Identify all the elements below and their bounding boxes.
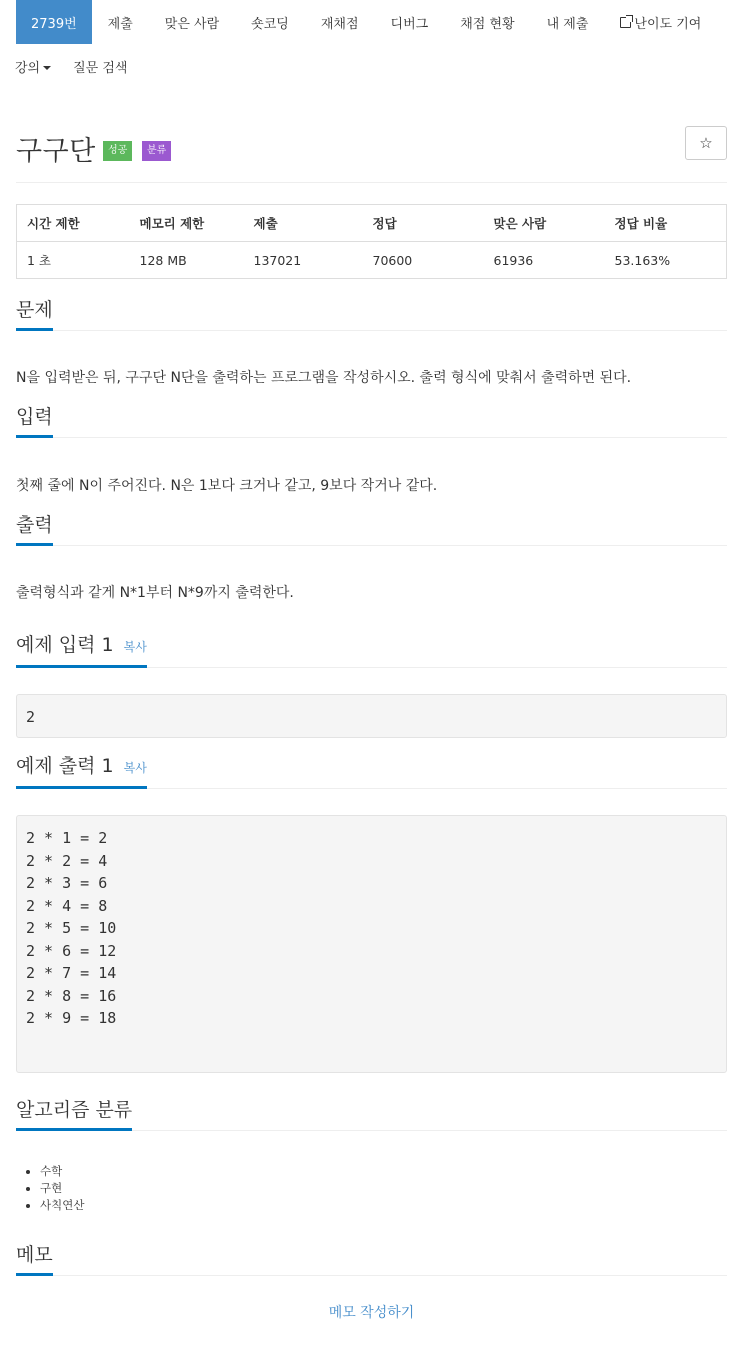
section-title [16,754,147,789]
section-output-heading [16,513,727,546]
section-title: 알고리즘 분류 [16,1098,132,1131]
section-divider [16,545,727,546]
tab-problem-number[interactable]: 2739번 [16,0,92,44]
tab-solved-users[interactable]: 맞은 사람 [164,16,220,32]
tab-question-search[interactable]: 질문 검색 [73,60,128,76]
tab-difficulty-contribution[interactable] [604,0,717,44]
section-divider [16,437,727,438]
value-accepted: 70600 [372,252,413,268]
tab-my-submissions[interactable]: 내 제출 [546,16,589,32]
header-solved-users: 맞은 사람 [484,205,605,242]
tab-submit[interactable]: 제출 [107,16,133,32]
external-link-icon [620,17,631,28]
list-item[interactable]: • 사칙연산 [40,1197,84,1214]
value-time-limit: 1 초 [27,253,52,268]
problem-nav-secondary [0,44,743,88]
problem-nav [0,0,743,44]
value-solved-users: 61936 [493,252,534,268]
section-algorithm-heading [16,1098,727,1131]
status-badge-success: 성공 [103,141,132,161]
favorite-star-button[interactable] [685,126,727,160]
list-item[interactable]: • 구현 [40,1180,84,1197]
sample-output-box: 2 * 1 = 2 2 * 2 = 4 2 * 3 = 6 2 * 4 = 8 2 * 5 = 10 2 * 6 = 12 2 * 7 = 14 2 * 8 = 16 2 * 9 = 18 [16,815,727,1073]
problem-description: N을 입력받은 뒤, 구구단 N단을 출력하는 프로그램을 작성하시오. 출력 형식에 맞춰서 출력하면 된다. [16,370,632,386]
header-submissions: 제출 [244,205,363,242]
sample-input-title: 예제 입력 1 [16,634,114,656]
value-memory-limit: 128 MB [139,252,187,268]
header-accept-rate: 정답 비율 [605,205,727,242]
header-memory-limit: 메모리 제한 [130,205,244,242]
section-title: 문제 [16,298,53,331]
output-description: 출력형식과 같게 N*1부터 N*9까지 출력한다. [16,585,294,601]
value-submissions: 137021 [253,252,302,268]
input-description: 첫째 줄에 N이 주어진다. N은 1보다 크거나 같고, 9보다 작거나 같다. [16,478,438,494]
category-badge[interactable]: 분류 [142,141,171,161]
section-divider [16,330,727,331]
title-divider [16,182,727,183]
section-divider [16,1275,727,1276]
tab-debug[interactable]: 디버그 [390,16,429,32]
tab-lecture-dropdown[interactable] [0,57,73,76]
section-title [16,633,147,668]
copy-sample-input-link[interactable]: 복사 [123,640,147,654]
tab-difficulty-label: 난이도 기여 [634,16,702,32]
tab-lecture-label: 강의 [15,60,41,76]
section-title: 메모 [16,1243,53,1276]
caret-down-icon [43,66,51,70]
value-accept-rate: 53.163% [614,252,671,268]
sample-output-title: 예제 출력 1 [16,755,114,777]
section-title: 입력 [16,405,53,438]
sample-input-box: 2 [16,694,727,738]
header-time-limit: 시간 제한 [17,205,130,242]
tab-short-coding[interactable]: 숏코딩 [251,16,289,32]
section-problem-heading [16,298,727,331]
star-icon: ☆ [699,134,713,152]
problem-title: 구구단 [16,136,96,167]
section-title: 출력 [16,513,53,546]
tab-rejudge[interactable]: 재채점 [320,16,359,32]
section-input-heading [16,405,727,438]
problem-header [16,126,727,166]
write-memo-link[interactable]: 메모 작성하기 [328,1305,415,1321]
table-row [17,242,727,279]
tab-status[interactable]: 채점 현황 [460,16,515,32]
section-sample-output-heading [16,754,727,789]
copy-sample-output-link[interactable]: 복사 [123,761,147,775]
table-header-row [17,205,727,242]
section-sample-input-heading [16,633,727,668]
section-memo-heading [16,1243,727,1276]
problem-info-table [16,204,727,279]
header-accepted: 정답 [363,205,484,242]
algorithm-list [16,1163,84,1214]
list-item[interactable]: • 수학 [40,1163,84,1180]
